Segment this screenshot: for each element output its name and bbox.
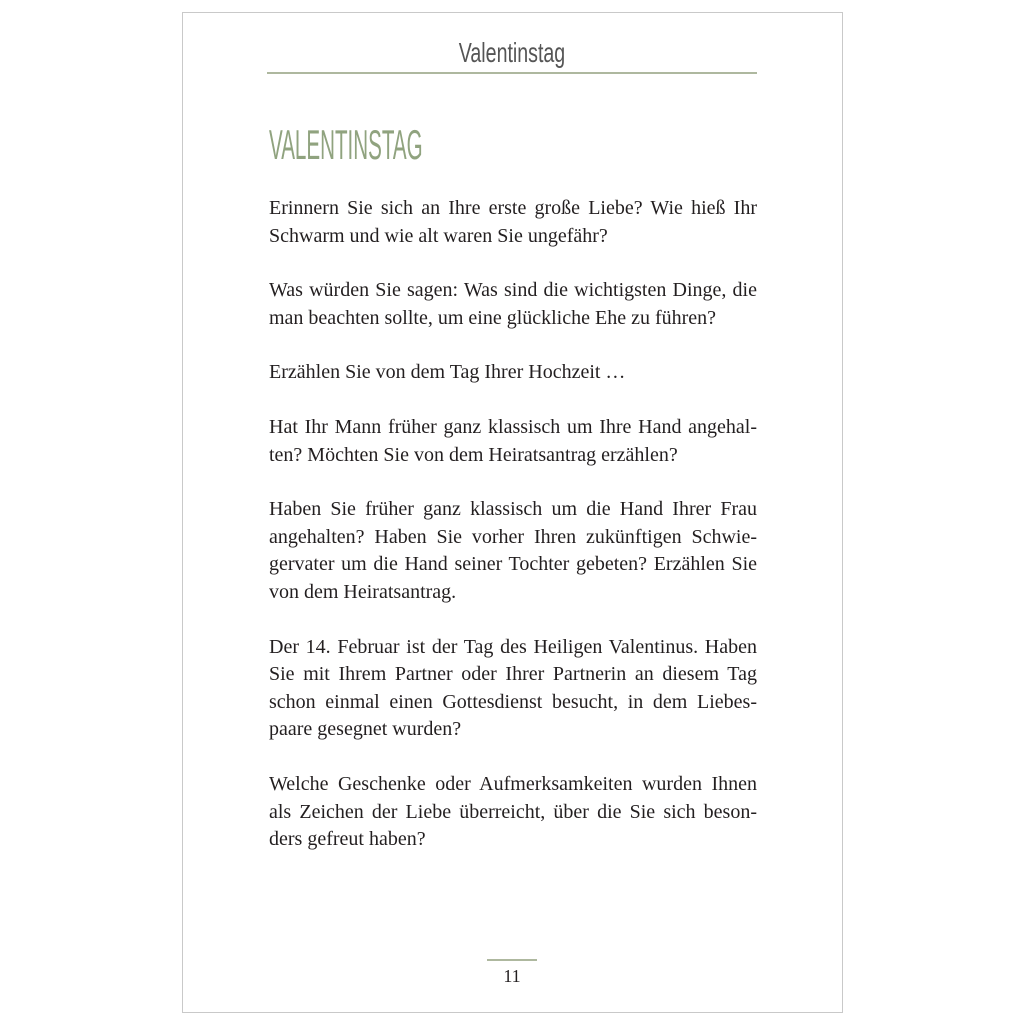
running-header-title: Valentinstag (458, 37, 566, 68)
paragraph-line: Haben Sie früher ganz klassisch um die Hand Ihrer Frau (269, 498, 757, 521)
paragraph-line: Erinnern Sie sich an Ihre erste große Liebe? Wie hieß Ihr (269, 197, 757, 219)
paragraph-line: Was würden Sie sagen: Was sind die wichtigsten Dinge, die (269, 279, 757, 302)
paragraph-line: als Zeichen der Liebe überreicht, über die Sie sich beson- (269, 800, 757, 823)
paragraph-line: paare gesegnet wurden? (269, 718, 462, 741)
paragraph-line: man beachten sollte, um eine glückliche Ehe zu führen? (269, 306, 717, 329)
paragraph-line: ders gefreut haben? (269, 828, 426, 851)
paragraph-line: ten? Möchten Sie von dem Heiratsantrag erzählen? (269, 443, 678, 466)
paragraph-line: Schwarm und wie alt waren Sie ungefähr? (269, 224, 608, 247)
paragraph-line: Hat Ihr Mann früher ganz klassisch um Ihre Hand angehal- (269, 415, 757, 438)
header-rule (267, 72, 757, 74)
footer-rule (487, 959, 537, 961)
paragraph-line: Welche Geschenke oder Aufmerksamkeiten wurden Ihnen (269, 772, 757, 795)
body-text (269, 195, 757, 881)
paragraph-3 (269, 359, 757, 387)
paragraph-4 (269, 414, 757, 469)
paragraph-line: gervater um die Hand seiner Tochter gebeten? Erzählen Sie (269, 553, 757, 576)
paragraph-line: Erzählen Sie von dem Tag Ihrer Hochzeit … (269, 361, 626, 384)
paragraph-7 (269, 771, 757, 854)
paragraph-5 (269, 496, 757, 606)
chapter-title: VALENTINSTAG (269, 121, 423, 168)
paragraph-line: angehalten? Haben Sie vorher Ihren zukünftigen Schwie- (269, 525, 757, 548)
paragraph-line: Der 14. Februar ist der Tag des Heiligen Valentinus. Haben (269, 635, 757, 658)
paragraph-6 (269, 634, 757, 744)
paragraph-1 (269, 195, 757, 250)
paragraph-line: schon einmal einen Gottesdienst besucht, in dem Liebes- (269, 690, 757, 713)
paragraph-line: von dem Heiratsantrag. (269, 580, 457, 603)
paragraph-line: Sie mit Ihrem Partner oder Ihrer Partnerin an diesem Tag (269, 663, 757, 686)
paragraph-2 (269, 277, 757, 332)
page-number: 11 (503, 966, 521, 986)
